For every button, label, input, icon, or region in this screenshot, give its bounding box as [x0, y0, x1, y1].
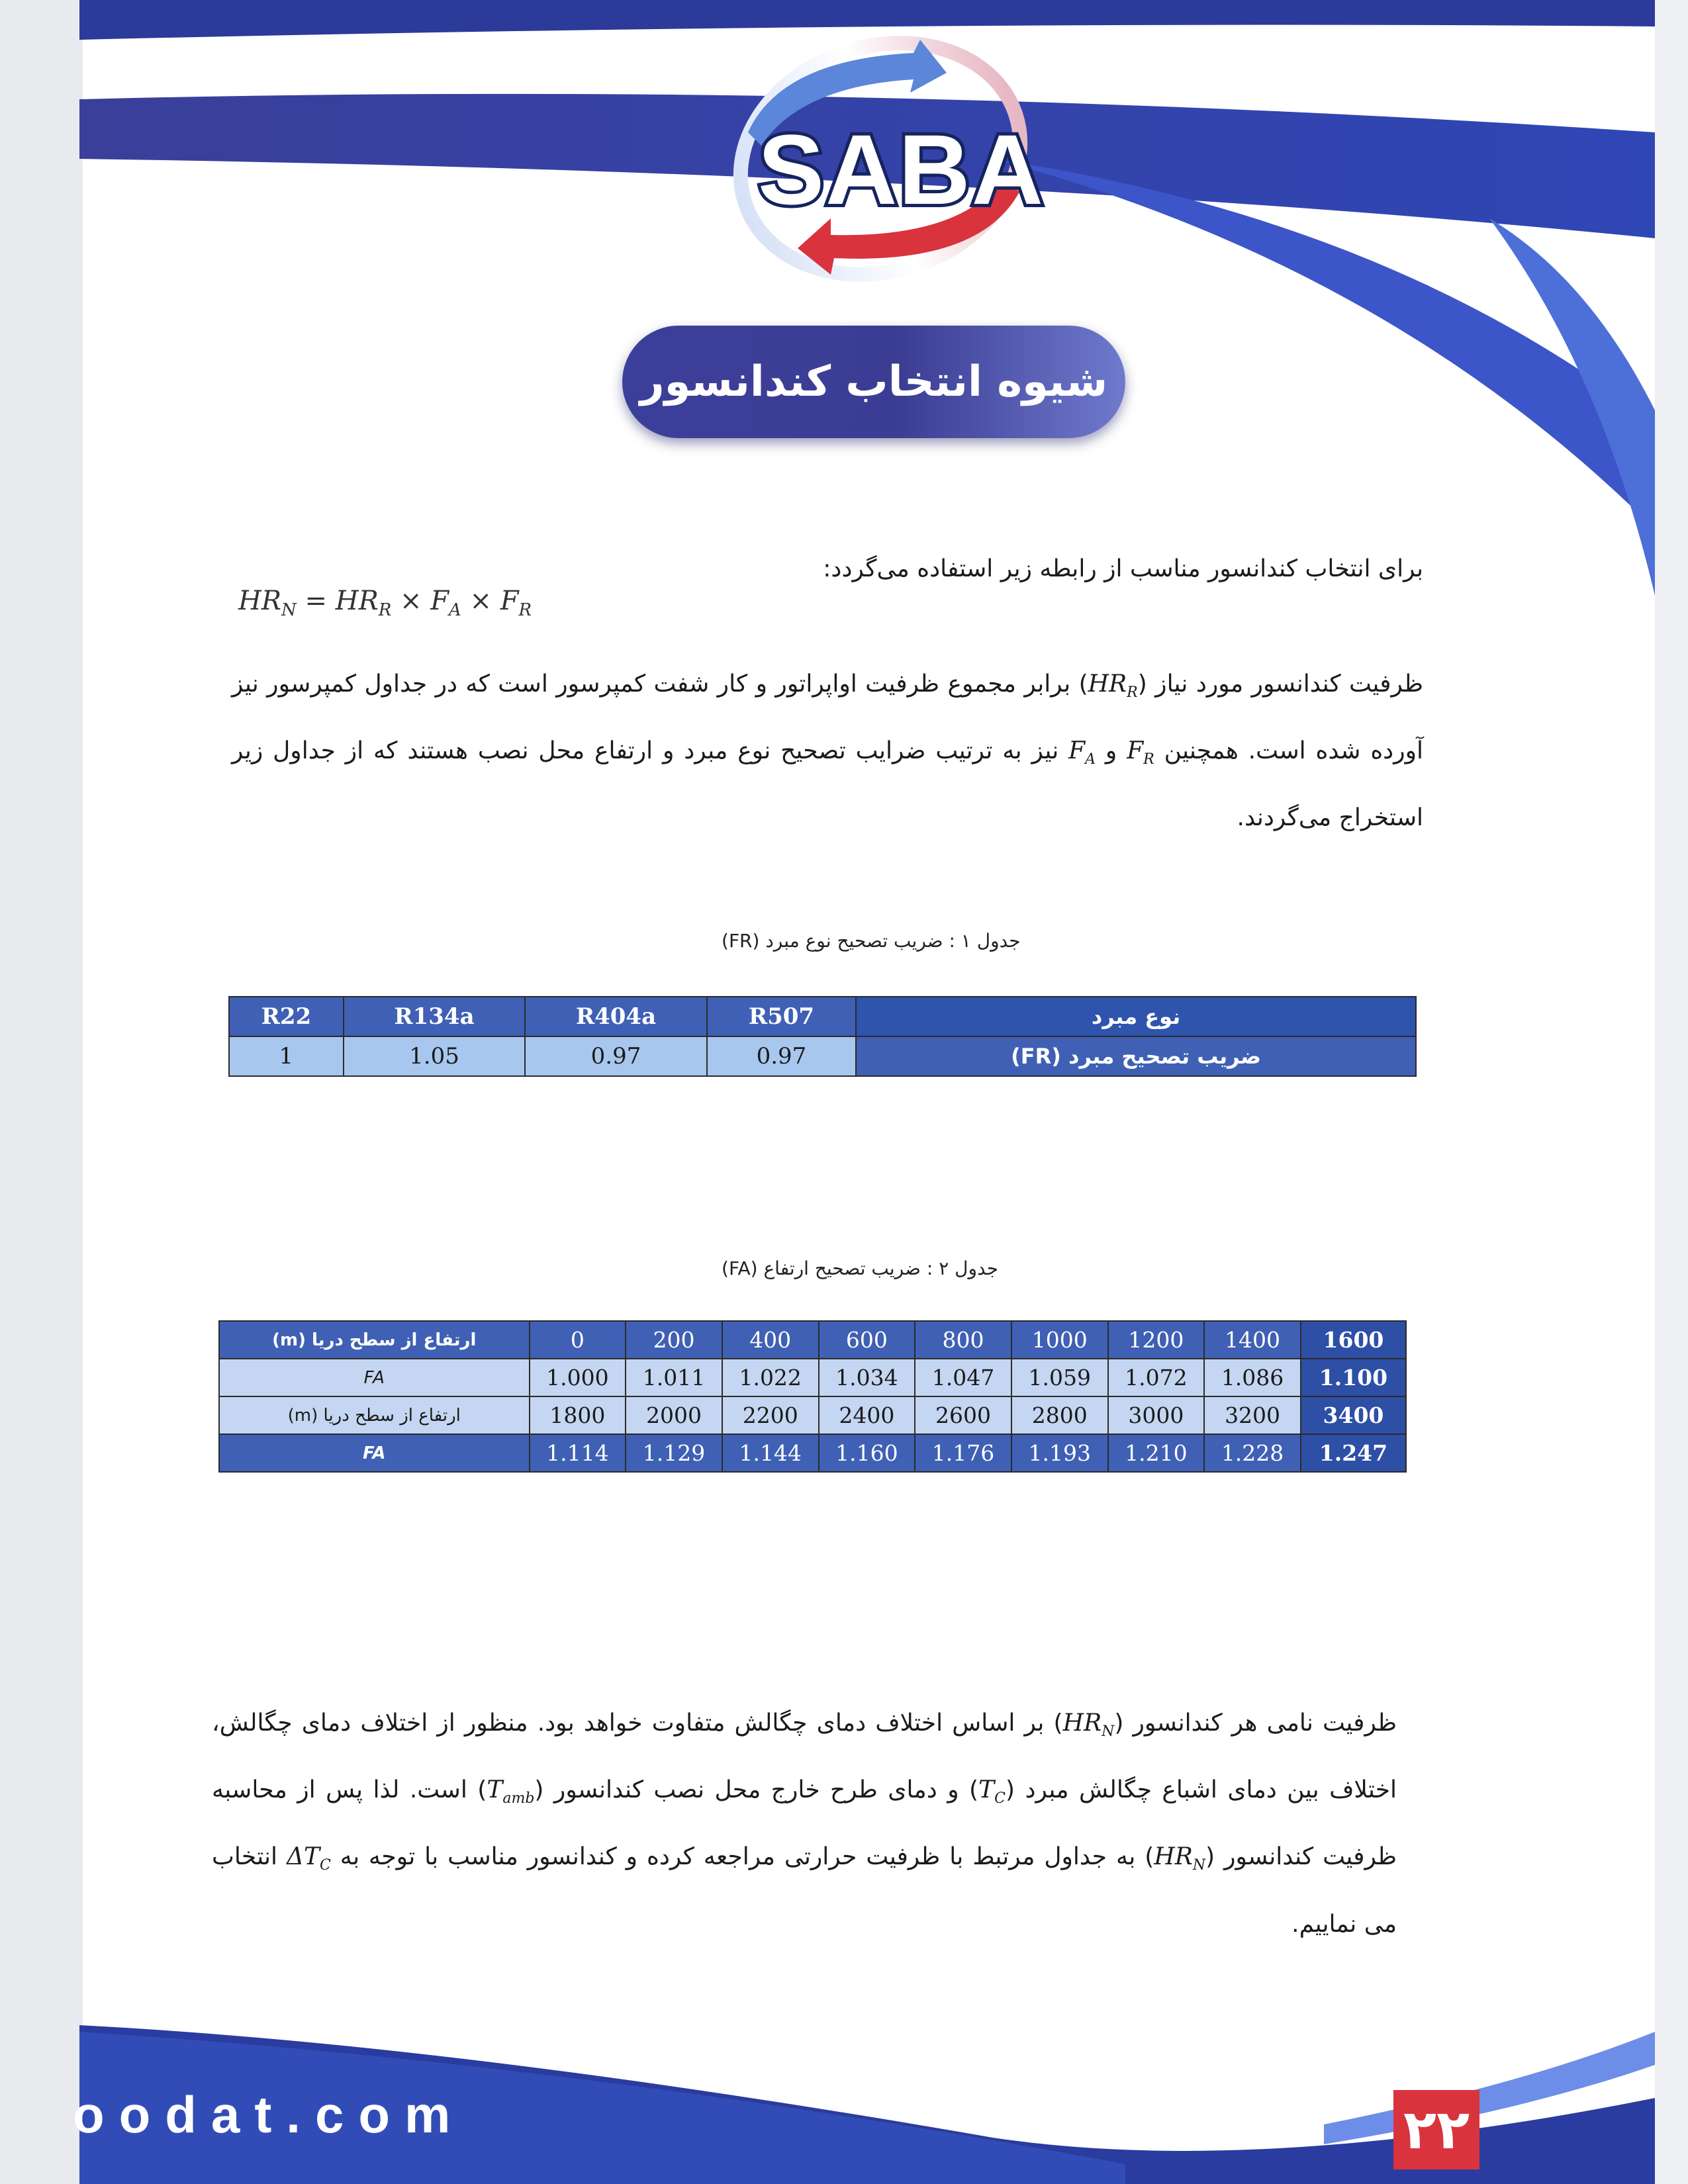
- table-cell: 1.129: [626, 1434, 722, 1472]
- table-cell: 1200: [1108, 1321, 1205, 1359]
- table-cell: 3000: [1108, 1396, 1205, 1434]
- table-cell: 1.059: [1011, 1359, 1108, 1396]
- table-row: [229, 1036, 1416, 1076]
- table-cell: 1.034: [819, 1359, 915, 1396]
- table-cell: 1600: [1301, 1321, 1406, 1359]
- table-cell: 1.022: [722, 1359, 819, 1396]
- table-row: [219, 1359, 1406, 1396]
- table-cell: 1.047: [915, 1359, 1011, 1396]
- table-cell: 1.000: [530, 1359, 626, 1396]
- table-cell: 1.05: [344, 1036, 525, 1076]
- table-cell: 1400: [1204, 1321, 1301, 1359]
- table-cell: 2000: [626, 1396, 722, 1434]
- table-cell: 3400: [1301, 1396, 1406, 1434]
- table-cell: 3200: [1204, 1396, 1301, 1434]
- table-row: [219, 1321, 1406, 1359]
- table-cell: 1.144: [722, 1434, 819, 1472]
- table-cell: 2400: [819, 1396, 915, 1434]
- formula: $HR_N = HR_R \times F_A \times F_R$: [238, 586, 532, 620]
- table-cell: 1.114: [530, 1434, 626, 1472]
- table1-caption: جدول ۱ : ضریب تصحیح نوع مبرد (FR): [722, 930, 1021, 952]
- table-row-label: نوع مبرد: [856, 997, 1416, 1036]
- table-row-label: FA: [219, 1434, 530, 1472]
- table-cell: 1.247: [1301, 1434, 1406, 1472]
- page-number: ۲۲: [1393, 2090, 1479, 2169]
- table-cell: 200: [626, 1321, 722, 1359]
- table-cell: 1.011: [626, 1359, 722, 1396]
- paragraph-capacity: ظرفیت کندانسور مورد نیاز $(HR_R)$ برابر مجموع ظرفیت اواپراتور و کار شفت کمپرسور است که در جداول کمپرسور نیز آورده شده است. همچنین $F_R$ و $F_A$ نیز به ترتیب ضرایب تصحیح نوع مبرد و ارتفاع محل نصب هستند که از جداول زیر استخراج می‌گردند.: [232, 670, 1423, 832]
- table-cell: 1.072: [1108, 1359, 1205, 1396]
- table-cell: 0: [530, 1321, 626, 1359]
- table-cell: R404a: [525, 997, 706, 1036]
- page-title: شیوه انتخاب کندانسور: [622, 326, 1125, 438]
- table2-caption: جدول ۲ : ضریب تصحیح ارتفاع (FA): [722, 1257, 999, 1279]
- table-row-label: ارتفاع از سطح دریا (m): [219, 1321, 530, 1359]
- table-cell: 1.086: [1204, 1359, 1301, 1396]
- table-cell: R507: [707, 997, 856, 1036]
- website-url: oodat.com: [73, 2085, 465, 2144]
- table-cell: 1.193: [1011, 1434, 1108, 1472]
- table-cell: 400: [722, 1321, 819, 1359]
- table-cell: 1000: [1011, 1321, 1108, 1359]
- paragraph-nominal-capacity: ظرفیت نامی هر کندانسور $(HR_N)$ بر اساس اختلاف دمای چگالش متفاوت خواهد بود. منظور از اختلاف دمای چگالش، اختلاف بین دمای اشباع چگالش مبرد $(T_C)$ و دمای طرح خارج محل نصب کندانسور $(T_{amb})$ است. لذا پس از محاسبه ظرفیت کندانسور $(HR_N)$ به جداول مرتبط با ظرفیت حرارتی مراجعه کرده و کندانسور مناسب با توجه به $\Delta T_C$ انتخاب می نماییم.: [212, 1709, 1397, 1938]
- table-cell: R22: [229, 997, 344, 1036]
- table-cell: 1.228: [1204, 1434, 1301, 1472]
- intro-text: برای انتخاب کندانسور مناسب از رابطه زیر استفاده می‌گردد:: [823, 555, 1423, 582]
- table-cell: 2600: [915, 1396, 1011, 1434]
- table-cell: 600: [819, 1321, 915, 1359]
- table-row-label: FA: [219, 1359, 530, 1396]
- table-cell: 1.176: [915, 1434, 1011, 1472]
- refrigerant-factor-table: [228, 996, 1417, 1077]
- table-cell: 0.97: [525, 1036, 706, 1076]
- binding-edge: [0, 0, 83, 2184]
- table-cell: 800: [915, 1321, 1011, 1359]
- table-cell: 2200: [722, 1396, 819, 1434]
- table-cell: 1: [229, 1036, 344, 1076]
- table-cell: R134a: [344, 997, 525, 1036]
- table-cell: 0.97: [707, 1036, 856, 1076]
- logo-wordmark: SABA: [758, 114, 1045, 225]
- table-row: [229, 997, 1416, 1036]
- table-cell: 1.100: [1301, 1359, 1406, 1396]
- table-cell: 2800: [1011, 1396, 1108, 1434]
- page-stack-edge: [1655, 0, 1688, 2184]
- table-cell: 1.160: [819, 1434, 915, 1472]
- table-cell: 1800: [530, 1396, 626, 1434]
- table-row-label: ارتفاع از سطح دریا (m): [219, 1396, 530, 1434]
- table-cell: 1.210: [1108, 1434, 1205, 1472]
- table-row: [219, 1434, 1406, 1472]
- altitude-factor-table: [218, 1320, 1407, 1473]
- top-band: [79, 0, 1655, 40]
- table-row: [219, 1396, 1406, 1434]
- table-row-label: ضریب تصحیح مبرد (FR): [856, 1036, 1416, 1076]
